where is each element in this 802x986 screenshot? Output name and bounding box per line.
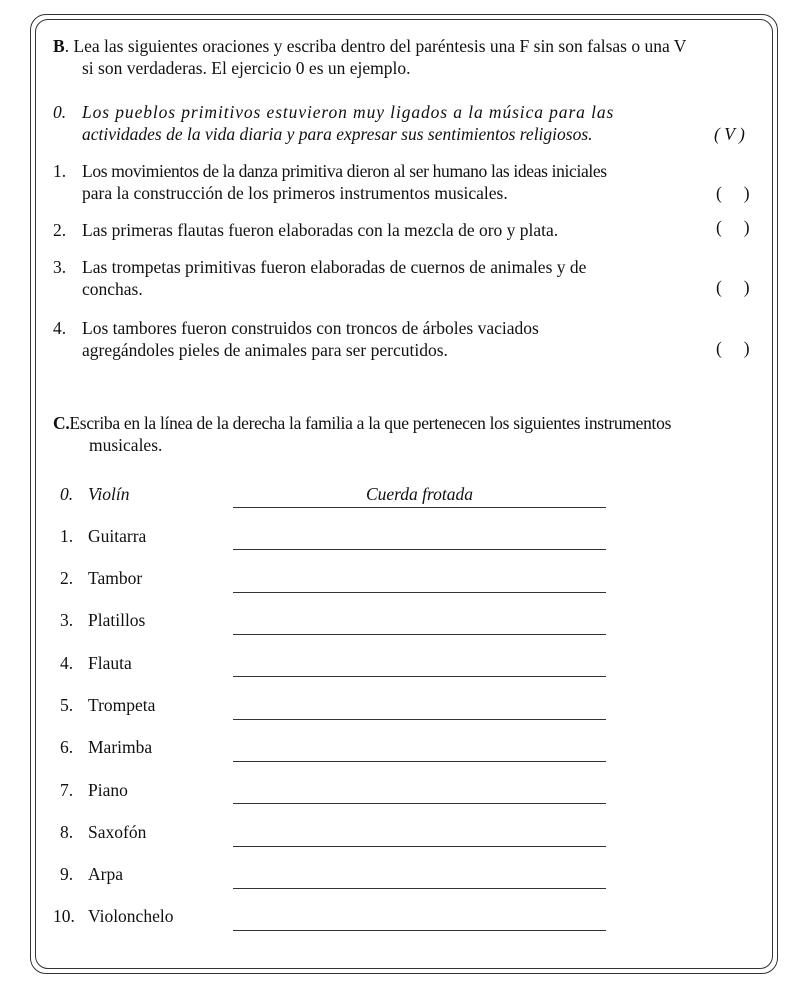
- instrument-number: 8.: [60, 822, 74, 842]
- answer-parentheses[interactable]: ( ): [716, 338, 750, 358]
- instrument-number: 7.: [60, 780, 74, 800]
- answer-parentheses[interactable]: ( ): [716, 217, 750, 237]
- answer-parentheses[interactable]: ( ): [716, 183, 750, 203]
- example-number: 0.: [53, 102, 67, 122]
- statement-number: 1.: [53, 161, 67, 181]
- answer-line: [233, 507, 606, 508]
- instrument-name: Guitarra: [88, 526, 147, 546]
- statement-line1: Los movimientos de la danza primitiva dieron al ser humano las ideas iniciales: [82, 161, 607, 181]
- section-b-instruction-line2: si son verdaderas. El ejercicio 0 es un ejemplo.: [82, 58, 411, 78]
- statement-line2: agregándoles pieles de animales para ser percutidos.: [82, 340, 448, 360]
- answer-line[interactable]: [233, 549, 606, 550]
- instrument-number: 4.: [60, 653, 74, 673]
- answer-line[interactable]: [233, 592, 606, 593]
- statement-line2: conchas.: [82, 279, 143, 299]
- answer-line[interactable]: [233, 888, 606, 889]
- section-c-letter: C.: [53, 413, 70, 433]
- statement-number: 3.: [53, 257, 67, 277]
- instrument-name: Marimba: [88, 737, 153, 757]
- instrument-name: Trompeta: [88, 695, 156, 715]
- section-b-instruction-line1: B. Lea las siguientes oraciones y escriba dentro del paréntesis una F sin son falsas o una V: [53, 36, 687, 56]
- instrument-number: 3.: [60, 610, 74, 630]
- answer-line[interactable]: [233, 930, 606, 931]
- section-b-letter: B: [53, 36, 65, 56]
- statement-number: 2.: [53, 220, 67, 240]
- instrument-name: Flauta: [88, 653, 132, 673]
- instrument-number: 9.: [60, 864, 74, 884]
- instrument-number: 10.: [53, 906, 75, 926]
- section-c-instruction-line1: C.Escriba en la línea de la derecha la familia a la que pertenecen los siguientes instrumentos: [53, 413, 672, 433]
- answer-line[interactable]: [233, 634, 606, 635]
- statement-line1: Las trompetas primitivas fueron elaboradas de cuernos de animales y de: [82, 257, 587, 277]
- instrument-name: Piano: [88, 780, 128, 800]
- instrument-name: Platillos: [88, 610, 146, 630]
- example-line2: actividades de la vida diaria y para expresar sus sentimientos religiosos.: [82, 124, 593, 144]
- statement-line1: Las primeras flautas fueron elaboradas con la mezcla de oro y plata.: [82, 220, 559, 240]
- answer-line[interactable]: [233, 761, 606, 762]
- instrument-number: 5.: [60, 695, 74, 715]
- instrument-name: Arpa: [88, 864, 123, 884]
- instrument-name: Violonchelo: [88, 906, 174, 926]
- answer-line[interactable]: [233, 803, 606, 804]
- instrument-example-name: Violín: [88, 484, 130, 504]
- statement-number: 4.: [53, 318, 67, 338]
- answer-line[interactable]: [233, 846, 606, 847]
- answer-parentheses[interactable]: ( ): [716, 277, 750, 297]
- example-answer: ( V ): [714, 124, 745, 144]
- instrument-number: 6.: [60, 737, 74, 757]
- instrument-example-number: 0.: [60, 484, 74, 504]
- instrument-number: 2.: [60, 568, 74, 588]
- instrument-number: 1.: [60, 526, 74, 546]
- answer-line[interactable]: [233, 719, 606, 720]
- instrument-example-answer: Cuerda frotada: [365, 484, 474, 504]
- instrument-name: Saxofón: [88, 822, 147, 842]
- statement-line2: para la construcción de los primeros instrumentos musicales.: [82, 183, 508, 203]
- example-line1: Los pueblos primitivos estuvieron muy ligados a la música para las: [82, 102, 615, 122]
- statement-line1: Los tambores fueron construidos con troncos de árboles vaciados: [82, 318, 539, 338]
- instrument-name: Tambor: [88, 568, 143, 588]
- answer-line[interactable]: [233, 676, 606, 677]
- section-c-instruction-line2: musicales.: [89, 435, 163, 455]
